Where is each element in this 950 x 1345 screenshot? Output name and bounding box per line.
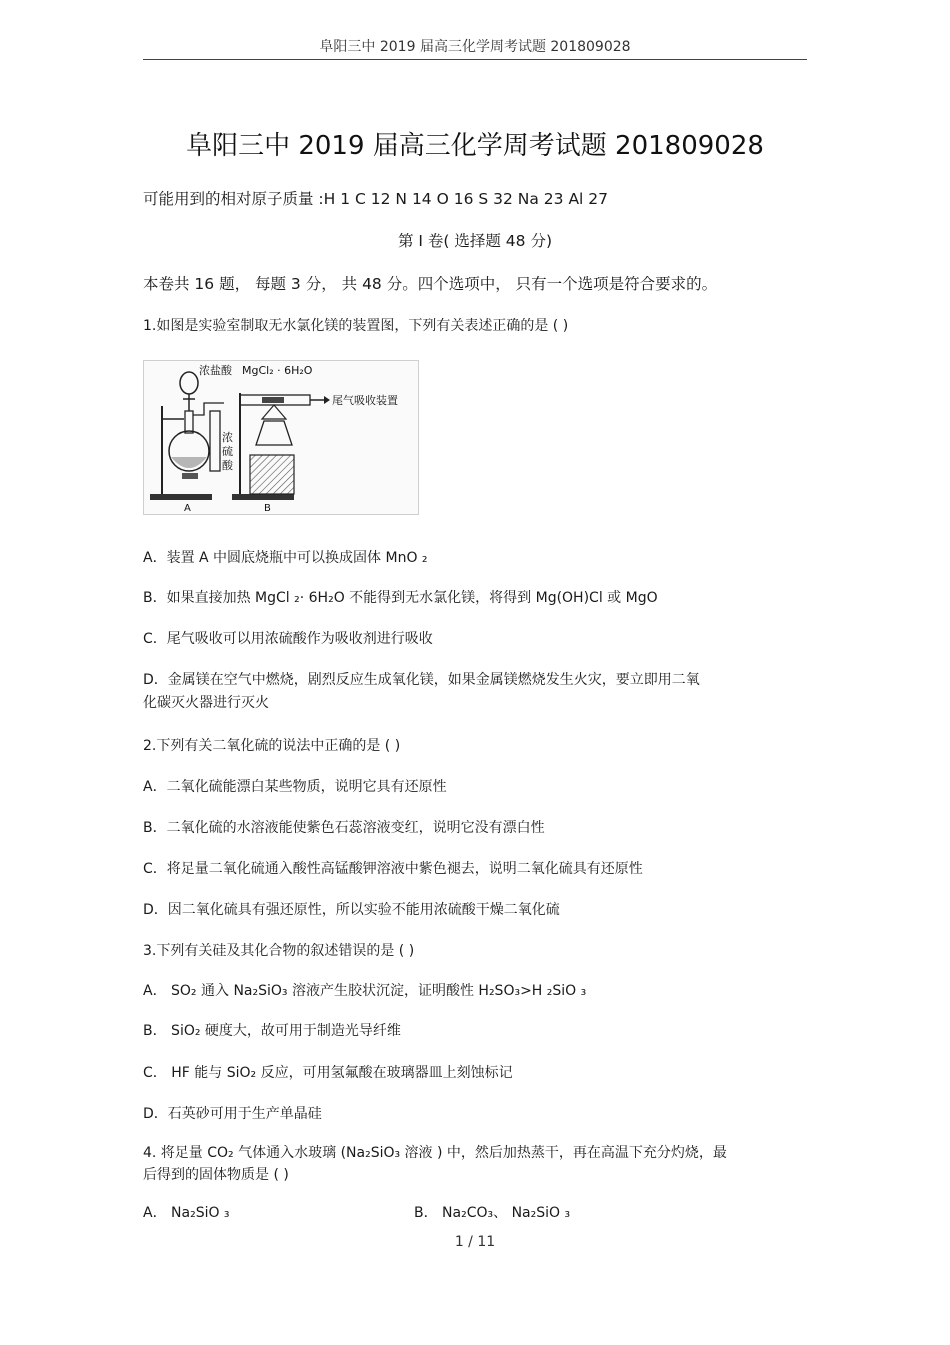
apparatus-figure [143,360,419,515]
q2-option-d: D．因二氧化硫具有强还原性，所以实验不能用浓硫酸干燥二氧化硫 [143,902,560,918]
q3-option-c: C． HF 能与 SiO₂ 反应，可用氢氟酸在玻璃器皿上刻蚀标记 [143,1065,513,1081]
section-heading: 第 I 卷( 选择题 48 分) [397,232,553,250]
drying-bottle [210,411,220,471]
q3-option-d: D．石英砂可用于生产单晶硅 [143,1106,322,1122]
stand-b-base [232,494,294,500]
apparatus-diagram [144,361,418,514]
q1-option-a: A．装置 A 中圆底烧瓶中可以换成固体 MnO ₂ [143,550,428,566]
label-conc-h2so4-1: 浓 [222,431,233,444]
question-3-stem: 3.下列有关硅及其化合物的叙述错误的是 ( ) [143,943,415,959]
q1-option-c: C．尾气吸收可以用浓硫酸作为吸收剂进行吸收 [143,631,433,647]
q1-option-b: B．如果直接加热 MgCl ₂· 6H₂O 不能得到无水氯化镁，将得到 Mg(OH)Cl 或 MgO [143,590,658,606]
header-rule [143,59,807,60]
alcohol-lamp [256,421,292,445]
label-tail-gas: 尾气吸收装置 [332,394,398,407]
label-conc-h2so4-3: 酸 [222,459,233,472]
stand-a-base [150,494,212,500]
q2-option-c: C．将足量二氧化硫通入酸性高锰酸钾溶液中紫色褪去，说明二氧化硫具有还原性 [143,861,643,877]
flask-neck [185,411,193,433]
page-title: 阜阳三中 2019 届高三化学周考试题 201809028 [186,131,764,161]
label-salt: MgCl₂ · 6H₂O [242,364,313,377]
q4-option-a: A． Na₂SiO ₃ [143,1205,230,1221]
q2-option-a: A．二氧化硫能漂白某些物质，说明它具有还原性 [143,779,447,795]
q4-option-b: B． Na₂CO₃、 Na₂SiO ₃ [414,1205,571,1221]
question-2-stem: 2.下列有关二氧化硫的说法中正确的是 ( ) [143,738,401,754]
q2-option-b: B．二氧化硫的水溶液能使紫色石蕊溶液变红，说明它没有漂白性 [143,820,545,836]
question-1-stem: 1.如图是实验室制取无水氯化镁的装置图，下列有关表述正确的是 ( ) [143,318,569,334]
q1-option-d: D．金属镁在空气中燃烧，剧烈反应生成氧化镁，如果金属镁燃烧发生火灾，要立即用二氧 [143,672,700,688]
q3-option-a: A． SO₂ 通入 Na₂SiO₃ 溶液产生胶状沉淀，证明酸性 H₂SO₃>H ₂SiO ₃ [143,983,587,999]
label-conc-h2so4-2: 硫 [222,445,233,458]
label-conc-hcl: 浓盐酸 [199,364,232,377]
flame [262,405,286,419]
running-header: 阜阳三中 2019 届高三化学周考试题 201809028 [319,39,631,55]
q1-option-d-cont: 化碳灭火器进行灭火 [143,695,269,711]
separatory-funnel [180,372,198,394]
label-b: B [264,503,271,514]
q3-option-b: B． SiO₂ 硬度大，故可用于制造光导纤维 [143,1023,401,1039]
wood-block [250,455,294,494]
question-4-stem-line2: 后得到的固体物质是 ( ) [143,1167,289,1183]
page-number: 1 / 11 [454,1234,496,1250]
question-4-stem-line1: 4. 将足量 CO₂ 气体通入水玻璃 (Na₂SiO₃ 溶液 ) 中，然后加热蒸干，再在高温下充分灼烧，最 [143,1145,727,1161]
atomic-masses: 可能用到的相对原子质量 :H 1 C 12 N 14 O 16 S 32 Na 23 Al 27 [143,190,609,208]
flask-support [182,473,198,479]
arrow-head [324,396,330,404]
label-a: A [184,503,191,514]
section-intro: 本卷共 16 题， 每题 3 分， 共 48 分。四个选项中， 只有一个选项是符合要求的。 [143,275,718,293]
salt-sample [262,397,284,403]
